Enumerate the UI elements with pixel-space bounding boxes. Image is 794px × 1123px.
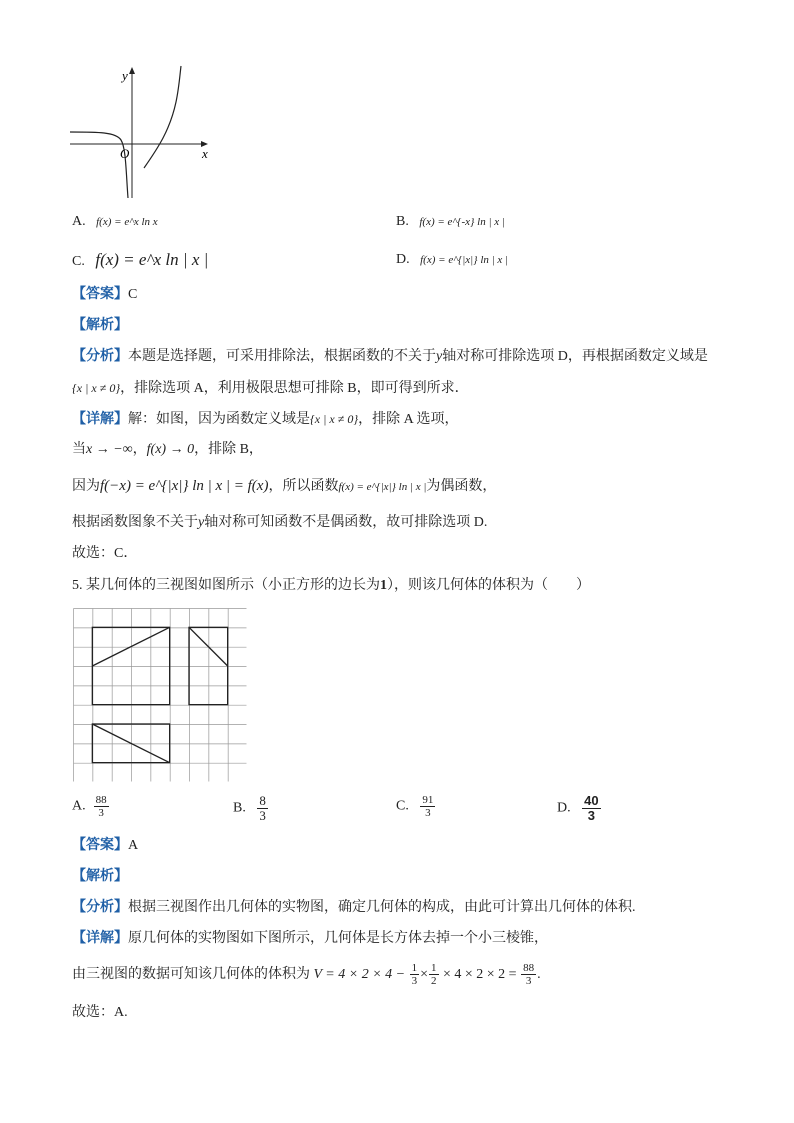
q4-symm: 根据函数图象不关于y轴对称可知函数不是偶函数，故可排除选项 D. [72,515,488,530]
q5-analysis-heading: 【解析】 [72,869,128,884]
front-view [92,627,169,704]
option-a: A. f(x) = e^x ln x [72,214,158,229]
q5-answer: 【答案】A [72,838,139,853]
function-graph [68,62,218,202]
q4-conclusion: 故选：C． [72,546,138,561]
q5-calc: 由三视图的数据可知该几何体的体积为 V = 4 × 2 × 4 − $\frac{1}{3}$ × $\frac{1}{2}$ × 4 × 2 × 2 = $\frac{88}{3}$ . [72,962,541,988]
side-view-diagonal [189,627,228,666]
q4-fenxi: 【分析】本题是选择题，可采用排除法，根据函数的不关于y轴对称可排除选项 D，再根据函数定义域是 [72,349,708,364]
x-label: x [202,146,208,161]
q4-answer: 【答案】C [72,287,138,302]
curve-right [144,66,181,168]
q4-even: 因为f(−x) = e^{|x|} ln | x | = f(x)，所以函数f(x) = e^{|x|} ln | x |为偶函数， [72,478,497,494]
q4-limit: 当x → −∞，f(x) → 0，排除 B， [72,442,263,457]
q5-option-b: B. $\frac{8}{3}$ [233,793,266,823]
top-view-diagonal [92,724,169,763]
y-axis-arrow [129,67,135,74]
q5-fenxi: 【分析】根据三视图作出几何体的实物图，确定几何体的构成，由此可计算出几何体的体积. [72,900,636,915]
y-label: y [122,68,128,83]
origin-label: O [120,146,130,161]
q5-conclusion: 故选：A. [72,1005,128,1020]
q5-stem: 5. 某几何体的三视图如图所示（小正方形的边长为1），则该几何体的体积为（ ） [72,578,590,593]
q5-option-d: D. $\frac{40}{3}$ [557,793,599,823]
option-c: C. f(x) = e^x ln | x | [72,250,209,269]
curve-left [70,132,128,198]
q5-option-a: A. $\frac{88}{3}$ [72,794,107,819]
q4-analysis-heading: 【解析】 [72,318,128,333]
q5-detail: 【详解】原几何体的实物图如下图所示，几何体是长方体去掉一个小三棱锥， [72,931,548,946]
side-view [189,627,228,704]
q5-option-c: C. $\frac{91}{3}$ [396,794,434,819]
q4-fenxi-cont: {x | x ≠ 0}，排除选项 A，利用极限思想可排除 B，即可得到所求． [72,381,469,396]
option-d: D. f(x) = e^{|x|} ln | x | [396,252,509,267]
three-views-grid [73,608,247,782]
option-b: B. f(x) = e^{-x} ln | x | [396,214,505,229]
front-view-diagonal [92,627,169,666]
q4-detail: 【详解】解：如图，因为函数定义域是{x | x ≠ 0}，排除 A 选项， [72,412,459,427]
